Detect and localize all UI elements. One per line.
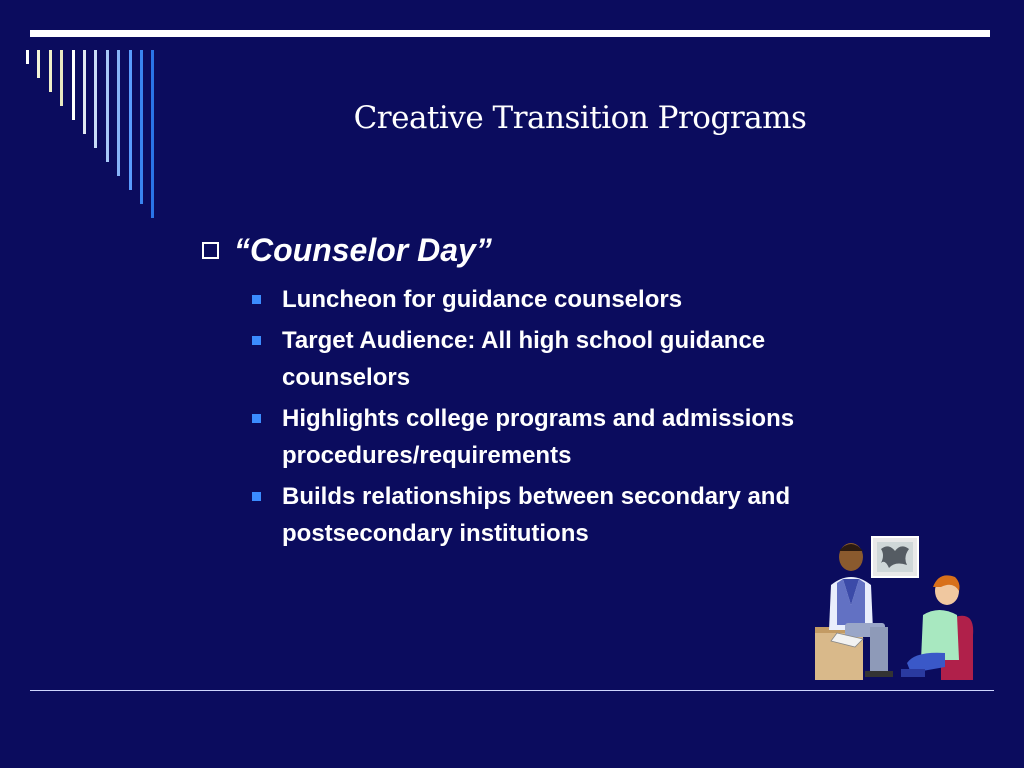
- decorative-stripe: [49, 50, 52, 92]
- square-bullet-icon: [252, 414, 261, 423]
- decorative-stripe: [72, 50, 75, 120]
- decorative-stripe: [37, 50, 40, 78]
- bullet-text: Luncheon for guidance counselors: [282, 286, 683, 313]
- decorative-stripe: [106, 50, 109, 162]
- bullet-text: Highlights college programs and admissions procedures/requirements: [282, 405, 795, 469]
- slide-content: [202, 232, 902, 556]
- decorative-stripe: [117, 50, 120, 176]
- bullet-item: [252, 322, 862, 396]
- decorative-stripe: [83, 50, 86, 134]
- bottom-rule: [30, 690, 994, 691]
- decorative-stripe: [94, 50, 97, 148]
- decorative-stripe: [140, 50, 143, 204]
- bullet-item: [252, 281, 862, 318]
- decorative-stripe: [129, 50, 132, 190]
- decorative-stripes: [0, 0, 180, 220]
- square-bullet-icon: [252, 295, 261, 304]
- bullet-list: [202, 281, 902, 552]
- square-bullet-icon: [252, 336, 261, 345]
- counselor-meeting-illustration: [815, 535, 975, 680]
- slide-title: Creative Transition Programs: [353, 100, 807, 136]
- level1-heading: “Counselor Day”: [234, 232, 492, 268]
- decorative-stripe: [60, 50, 63, 106]
- bullet-text: Target Audience: All high school guidance counselors: [282, 327, 766, 391]
- level1-item: [202, 232, 902, 269]
- bullet-item: [252, 478, 862, 552]
- hollow-square-bullet-icon: [202, 242, 219, 259]
- decorative-stripe: [151, 50, 154, 218]
- bullet-text: Builds relationships between secondary and postsecondary institutions: [282, 483, 791, 547]
- bullet-item: [252, 400, 862, 474]
- decorative-stripe: [26, 50, 29, 64]
- square-bullet-icon: [252, 492, 261, 501]
